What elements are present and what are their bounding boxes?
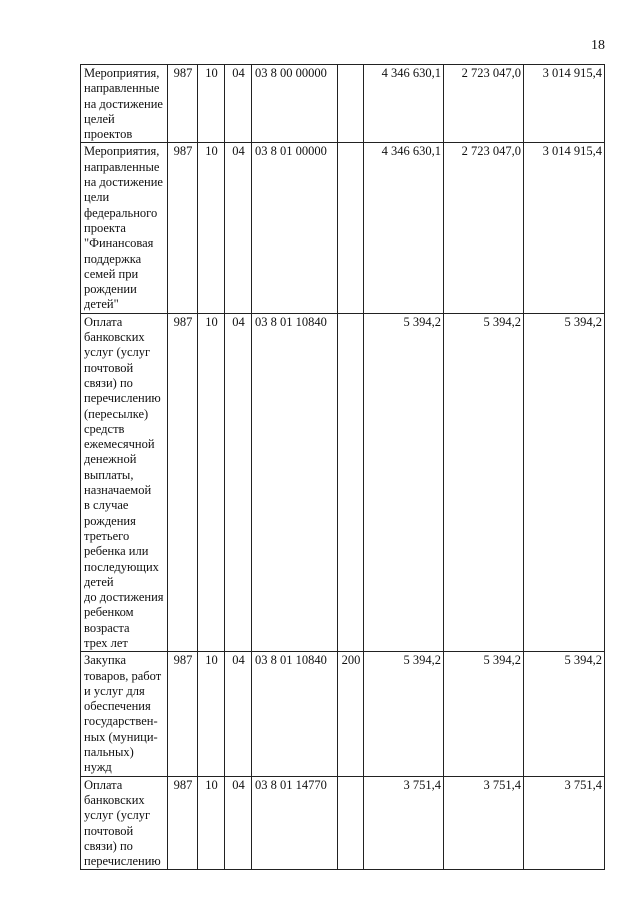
- cell-year-3: 3 014 915,4: [524, 65, 605, 143]
- cell-year-1: 4 346 630,1: [364, 65, 444, 143]
- cell-year-1: 5 394,2: [364, 652, 444, 776]
- cell-year-1: 4 346 630,1: [364, 143, 444, 313]
- cell-section: 10: [198, 776, 225, 870]
- page-number: 18: [591, 38, 605, 53]
- row-name: Мероприятия, направленные на достижение целей проектов: [81, 65, 168, 143]
- cell-target-article: 03 8 01 10840: [252, 652, 338, 776]
- cell-target-article: 03 8 01 14770: [252, 776, 338, 870]
- cell-year-3: 5 394,2: [524, 313, 605, 652]
- cell-subsection: 04: [225, 65, 252, 143]
- cell-year-2: 2 723 047,0: [444, 65, 524, 143]
- cell-year-1: 3 751,4: [364, 776, 444, 870]
- cell-grbs: 987: [168, 65, 198, 143]
- cell-year-1: 5 394,2: [364, 313, 444, 652]
- cell-subsection: 04: [225, 652, 252, 776]
- cell-expense-type: [338, 143, 364, 313]
- table-row: [81, 65, 605, 143]
- cell-section: 10: [198, 65, 225, 143]
- cell-section: 10: [198, 652, 225, 776]
- cell-year-3: 5 394,2: [524, 652, 605, 776]
- cell-grbs: 987: [168, 652, 198, 776]
- cell-subsection: 04: [225, 776, 252, 870]
- row-name: Оплата банковских услуг (услуг почтовой связи) по перечислению: [81, 776, 168, 870]
- table-row: [81, 143, 605, 313]
- cell-year-3: 3 751,4: [524, 776, 605, 870]
- row-name: Мероприятия, направленные на достижение цели федерального проекта "Финансовая поддержка семей при рождении детей": [81, 143, 168, 313]
- cell-subsection: 04: [225, 143, 252, 313]
- cell-target-article: 03 8 01 10840: [252, 313, 338, 652]
- cell-grbs: 987: [168, 313, 198, 652]
- table-row: [81, 652, 605, 776]
- cell-target-article: 03 8 01 00000: [252, 143, 338, 313]
- cell-expense-type: [338, 313, 364, 652]
- cell-expense-type: [338, 65, 364, 143]
- cell-year-2: 5 394,2: [444, 313, 524, 652]
- cell-expense-type: 200: [338, 652, 364, 776]
- cell-section: 10: [198, 313, 225, 652]
- cell-subsection: 04: [225, 313, 252, 652]
- row-name: Закупка товаров, работ и услуг для обеспечения государствен- ных (муници- пальных) нужд: [81, 652, 168, 776]
- cell-section: 10: [198, 143, 225, 313]
- cell-year-2: 3 751,4: [444, 776, 524, 870]
- cell-year-2: 5 394,2: [444, 652, 524, 776]
- row-name: Оплата банковских услуг (услуг почтовой связи) по перечислению (пересылке) средств ежемесячной денежной выплаты, назначаемой в случае рождения третьего ребенка или последующих детей до достижения ребенком возраста трех лет: [81, 313, 168, 652]
- budget-table: [80, 64, 605, 870]
- cell-grbs: 987: [168, 776, 198, 870]
- table-row: [81, 776, 605, 870]
- cell-grbs: 987: [168, 143, 198, 313]
- cell-target-article: 03 8 00 00000: [252, 65, 338, 143]
- table-row: [81, 313, 605, 652]
- cell-year-3: 3 014 915,4: [524, 143, 605, 313]
- cell-year-2: 2 723 047,0: [444, 143, 524, 313]
- cell-expense-type: [338, 776, 364, 870]
